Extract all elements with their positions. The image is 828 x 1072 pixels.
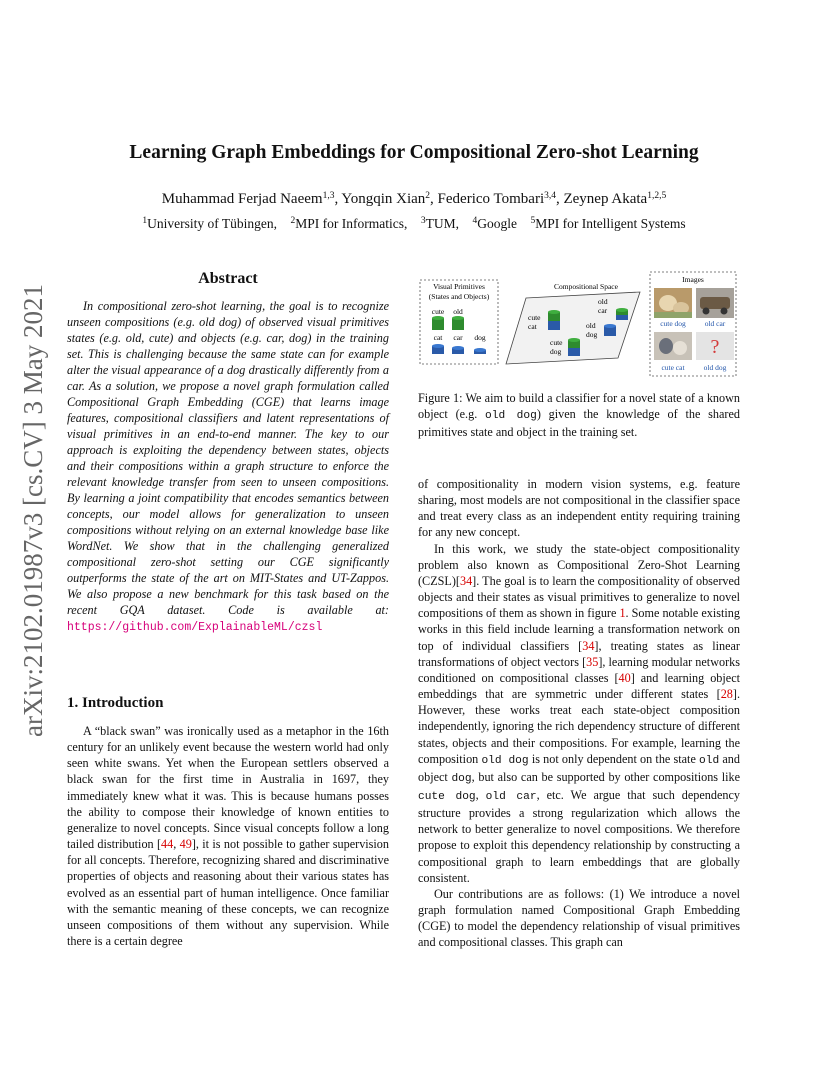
figure-1 xyxy=(418,270,740,382)
affiliation: $^2$MPI for Informatics, xyxy=(290,216,408,231)
image-label: old dog xyxy=(703,363,727,372)
primitives-subtitle: (States and Objects) xyxy=(428,292,490,301)
state-label: old xyxy=(453,307,463,316)
space-label: old dog xyxy=(586,321,598,339)
citation-link[interactable]: 34 xyxy=(582,638,595,653)
space-label: cute cat xyxy=(528,313,541,331)
intro-paragraph: A “black swan” was ironically used as a metaphor in the 16th century for an unlikely event because the western world had only seen white swans. Yet when the European settlers observed a black swan for the first time in Australia in 1697, they immediately knew what it was. This is because humans posses the ability to compose their knowledge of known entities to generalize to novel concepts. Since visual concepts follow a long tailed distribution [44, 49], it is not possible to gather supervision for all concepts. Therefore, recognizing shared and discriminative properties of objects and reasoning about their various states has evolved as an essential part of human intelligence. Once familiar with the semantic meaning of these concepts, we can recognize unseen compositions of them without any supervision. While there is a certain degree xyxy=(67,724,389,949)
question-mark-icon: ? xyxy=(710,336,720,358)
affiliation: $^1$University of Tübingen, xyxy=(142,216,277,231)
citation-link[interactable]: 49 xyxy=(179,837,192,852)
primitives-title: Visual Primitives xyxy=(433,282,485,291)
citation-link[interactable]: 40 xyxy=(618,670,631,685)
figure-caption: Figure 1: We aim to build a classifier for a novel state of a known object (e.g. old dog) given the knowledge of the shared primitives state and object in the training set. xyxy=(418,391,740,440)
composition-cylinder xyxy=(548,310,560,330)
citation-link[interactable]: 34 xyxy=(459,573,473,588)
object-cylinder xyxy=(474,348,486,354)
figure-ref-link[interactable]: 1 xyxy=(619,606,626,621)
affiliation: $^4$Google xyxy=(472,216,517,231)
citation-link[interactable]: 35 xyxy=(586,654,599,669)
citation-link[interactable]: 28 xyxy=(720,687,733,702)
author: Muhammad Ferjad Naeem$^{1,3}$, xyxy=(161,191,342,207)
composition-cylinder xyxy=(568,338,580,356)
author: Zeynep Akata$^{1,2,5}$ xyxy=(563,191,667,207)
paper-title: Learning Graph Embeddings for Compositional Zero-shot Learning xyxy=(129,142,699,163)
object-label: car xyxy=(453,333,463,342)
affiliation-list xyxy=(0,216,828,232)
abstract-text: In compositional zero-shot learning, the goal is to recognize unseen compositions (e.g. old dog) of observed visual primitives states (e.g. old, cute) and objects (e.g. car, dog) in the training set. This is challenging because the same state can for example alter the visual appearance of a dog drastically differently from a car. As a solution, we propose a novel graph formulation called Compositional Graph Embedding (CGE) that learns image features, compositional classifiers and latent representations of visual primitives in an end-to-end manner. The key to our approach is exploiting the dependency between states, objects and their compositions within a graph structure to enforce the relevant knowledge transfer from seen to unseen compositions. By learning a joint compatibility that encodes semantics between concepts, our model allows for generalization to unseen compositions without relying on an external knowledge base like WordNet. We show that in the challenging generalized compositional zero-shot setting our CGE significantly outperforms the state of the art on MIT-States and UT-Zappos. We also propose a new benchmark for this task based on the recent GQA dataset. Code is available at: xyxy=(67,299,389,617)
paragraph: Our contributions are as follows: (1) We introduce a novel graph formulation named Compositional Graph Embedding (CGE) to model the dependency relationship of visual primitives and compositional classes. This graph can xyxy=(418,886,740,950)
state-cylinder xyxy=(432,316,444,330)
affiliation: $^5$MPI for Intelligent Systems xyxy=(530,216,686,231)
code-link[interactable]: https://github.com/ExplainableML/czsl xyxy=(67,621,323,634)
citation-link[interactable]: 44 xyxy=(161,837,174,852)
object-label: dog xyxy=(474,333,486,342)
author: Federico Tombari$^{3,4}$, xyxy=(437,191,564,207)
author: Yongqin Xian$^2$, xyxy=(341,191,438,207)
image-label: old car xyxy=(704,319,726,328)
author-list xyxy=(0,191,828,208)
space-title: Compositional Space xyxy=(554,282,618,291)
state-cylinder xyxy=(452,316,464,330)
image-thumbnail-cute-dog xyxy=(654,288,692,318)
image-thumbnail-cute-cat xyxy=(654,332,692,360)
composition-cylinder xyxy=(604,324,616,336)
space-label: old car xyxy=(598,297,608,315)
space-label: cute dog xyxy=(550,338,563,356)
object-cylinder xyxy=(452,346,464,354)
abstract-body xyxy=(67,298,389,636)
object-cylinder xyxy=(432,344,444,354)
arxiv-identifier xyxy=(8,260,58,760)
right-column-text xyxy=(418,476,740,951)
arxiv-text: arXiv:2102.01987v3 [cs.CV] 3 May 2021 xyxy=(17,283,48,737)
abstract-heading: Abstract xyxy=(198,270,258,287)
composition-cylinder xyxy=(616,308,628,320)
affiliation: $^3$TUM, xyxy=(420,216,459,231)
state-label: cute xyxy=(431,307,445,316)
paragraph: In this work, we study the state-object compositionality problem also known as Compositional Zero-Shot Learning (CZSL)[34]. The goal is to learn the compositionality of observed objects and their states as visual primitives to generalize to novel compositions of them as shown in figure 1. Some notable existing works in this field include learning a transformation network on top of individual classifiers [34], treating states as linear transformations of object vectors [35], learning modular networks conditioned on compositional classes [40] and learning object embeddings that are symmetric under different states [28]. However, these works treat each state-object composition independently, ignoring the rich dependency structure of different states, objects and their compositions. For example, learning the composition old dog is not only dependent on the state old and object dog, but also can be supported by other compositions like cute dog, old car, etc. We argue that such dependency structure provides a strong regularization which allows the network to better generalize to novel compositions. We therefore propose to exploit this dependency relationship by constructing a compositional graph to learn embeddings that are globally consistent. xyxy=(418,541,740,885)
section-heading-introduction: 1. Introduction xyxy=(67,695,164,711)
object-label: cat xyxy=(433,333,443,342)
paragraph: of compositionality in modern vision systems, e.g. feature sharing, most models are not compositional in the classifier space and treat every class as an independent entity requiring training for any new concept. xyxy=(418,477,740,540)
image-thumbnail-unknown xyxy=(696,332,734,360)
images-title: Images xyxy=(682,275,704,284)
image-thumbnail-old-car xyxy=(696,288,734,318)
image-label: cute dog xyxy=(660,319,686,328)
image-label: cute cat xyxy=(661,363,685,372)
